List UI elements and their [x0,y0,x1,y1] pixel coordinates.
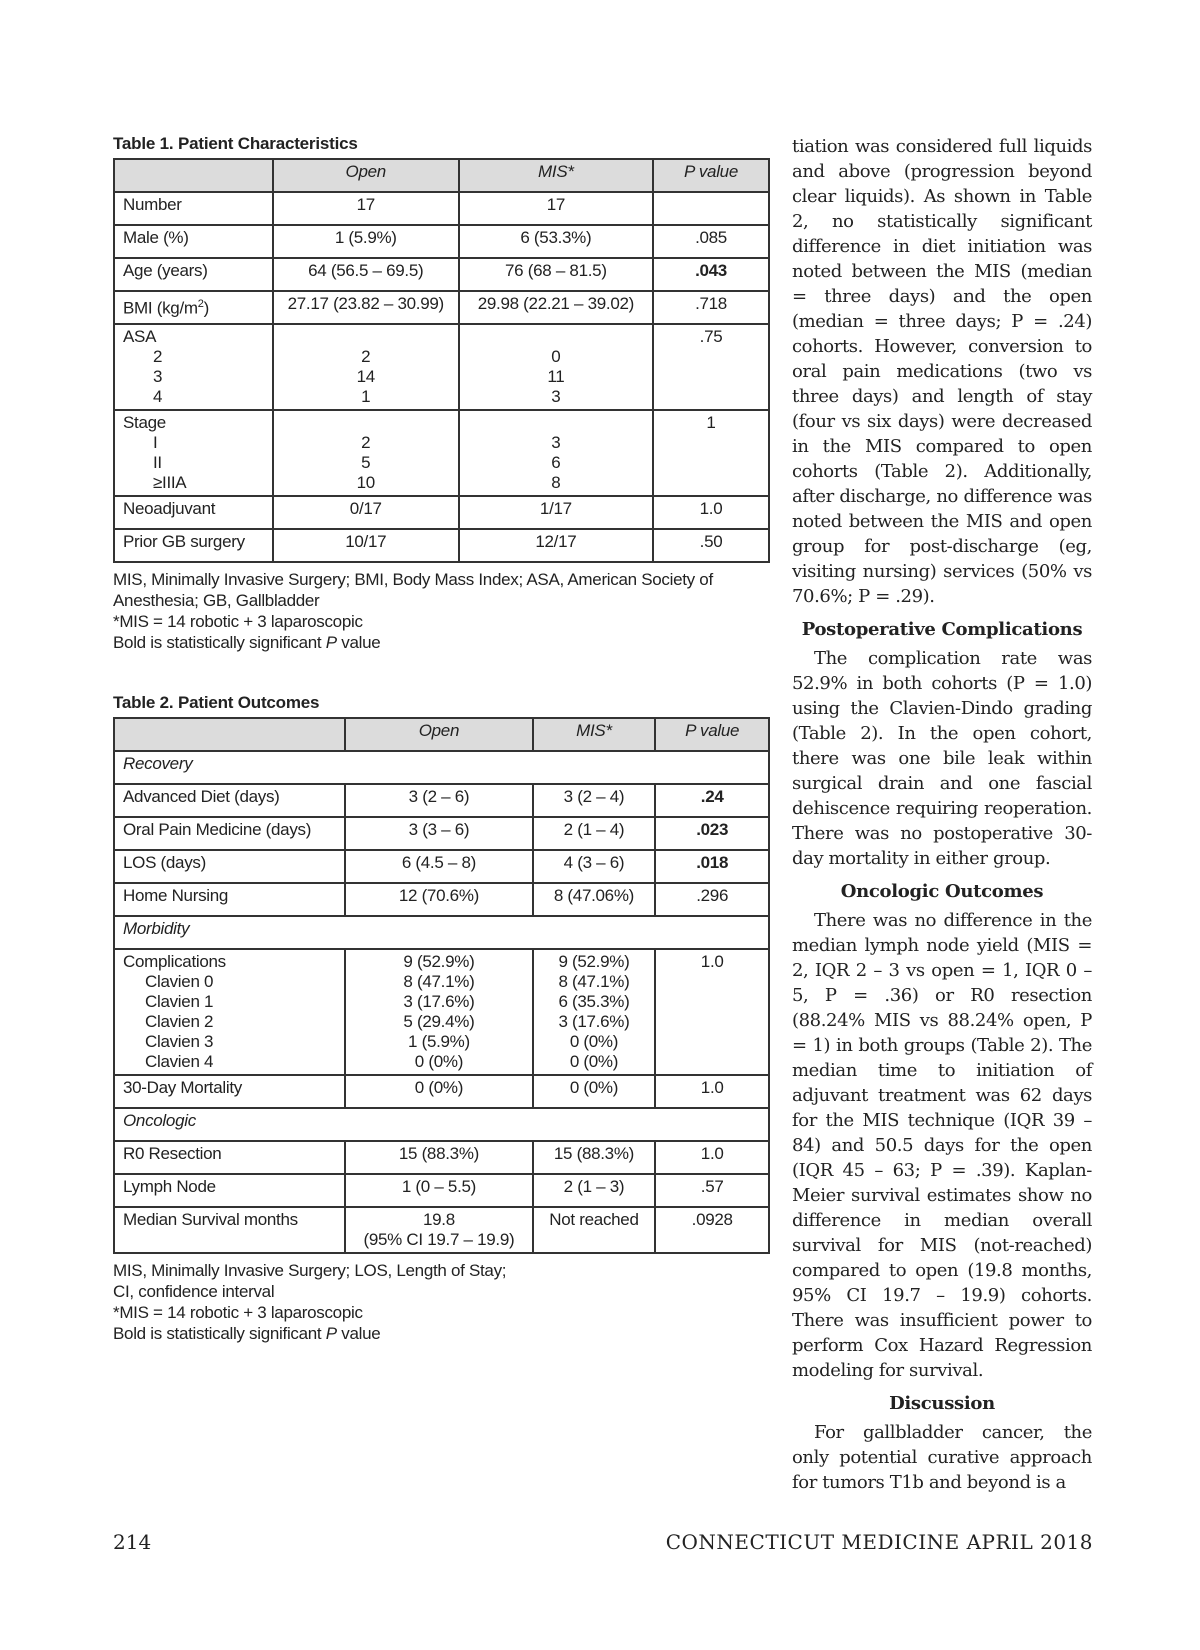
asa-sub-label: 3 [153,367,163,386]
row-label: Advanced Diet (days) [114,784,345,817]
section-row-oncologic [114,1108,769,1141]
row-label [114,949,345,1075]
header-open: Open [345,718,532,751]
table1-header-row [114,159,769,192]
section-label: Oncologic [114,1108,769,1141]
asa-open: 2 [361,347,371,366]
cell-mis: 15 (88.3%) [533,1141,656,1174]
asa-sub-label: 4 [153,387,163,406]
table1-note: MIS, Minimally Invasive Surgery; BMI, Body Mass Index; ASA, American Society of Anesthesia; GB, Gallbladder [113,570,713,610]
table1-note-bold [113,632,770,653]
table-row [114,883,769,916]
cell-mis: 29.98 (22.21 – 39.02) [459,291,653,324]
table1 [113,158,770,563]
cell-open: 0 (0%) [345,1075,532,1108]
note-text: Bold is statistically significant [113,1324,326,1343]
table1-caption: Table 1. Patient Characteristics [113,134,358,153]
row-label: Prior GB surgery [114,529,273,562]
stage-sub-label: ≥IIIA [153,473,187,492]
section-label: Recovery [114,751,769,784]
cell-p: 1.0 [655,1141,769,1174]
section-heading: Oncologic Outcomes [840,881,1044,902]
note-text: value [336,1324,381,1343]
table-row [114,291,769,324]
section-heading: Postoperative Complications [801,619,1083,640]
stage-mis: 6 [551,453,561,472]
clavien-label: Clavien 0 [145,972,214,991]
asa-label: ASA [123,327,157,346]
cell-mis: 2 (1 – 3) [533,1174,656,1207]
cell-open: 0/17 [273,496,459,529]
stage-sub-label: I [153,433,158,452]
row-label: LOS (days) [114,850,345,883]
clavien-label: Clavien 1 [145,992,214,1011]
journal-title: CONNECTICUT MEDICINE APRIL 2018 [665,1530,1093,1554]
cell-open: 3 (3 – 6) [345,817,532,850]
table2-note: CI, confidence interval [113,1282,275,1301]
header-blank [114,718,345,751]
stage-mis: 3 [551,433,561,452]
cell-p [653,192,769,225]
cell-open: 12 (70.6%) [345,883,532,916]
cell-p: .018 [655,850,769,883]
clavien-label: Clavien 3 [145,1032,214,1051]
row-label: Median Survival months [114,1207,345,1253]
clavien-mis: 3 (17.6%) [558,1012,630,1031]
page-number: 214 [113,1530,152,1554]
row-label: Age (years) [114,258,273,291]
row-label: Neoadjuvant [114,496,273,529]
note-p: P [325,633,337,652]
cell-mis: 1/17 [459,496,653,529]
row-label: Male (%) [114,225,273,258]
cell-mis: 0 (0%) [533,1075,656,1108]
bmi-superscript: 2 [197,298,204,310]
body-paragraph: For gallbladder cancer, the only potential curative approach for tumors T1b and beyond is a [792,1422,1092,1493]
bmi-label: BMI (kg/m [123,298,198,318]
cell-mis [533,949,656,1075]
body-paragraph: tiation was considered full liquids and above (progression beyond clear liquids). As shown in Table 2, no statistically significant difference in diet initiation was noted between the MIS (median = three days) and the open (median = three days; P = .24) cohorts. However, conversion to oral pain medications (two vs three days) and length of stay (four vs six days) were decreased in the MIS compared to open cohorts (Table 2). Additionally, after discharge, no difference was noted between the MIS and open group for post-discharge (eg, visiting nursing) services (50% vs 70.6%; P = .29). [792,136,1092,607]
cell-mis: 6 (53.3%) [459,225,653,258]
stage-sub-label: II [153,453,162,472]
table2 [113,717,770,1254]
table-row [114,192,769,225]
left-column [113,134,770,1344]
clavien-open: 8 (47.1%) [403,972,475,991]
table2-note: MIS, Minimally Invasive Surgery; LOS, Length of Stay; [113,1261,507,1280]
cell-p: .75 [653,324,769,410]
table-row-asa [114,324,769,410]
header-p-value: P value [653,159,769,192]
body-paragraph: The complication rate was 52.9% in both cohorts (P = 1.0) using the Clavien-Dindo grading (Table 2). In the open cohort, there was one bile leak within surgical drain and one fascial dehiscence requiring reoperation. There was no postoperative 30-day mortality in either group. [792,648,1092,869]
row-label: R0 Resection [114,1141,345,1174]
stage-open: 2 [361,433,371,452]
table-row [114,817,769,850]
table1-notes [113,569,770,653]
complications-label: Complications [123,952,226,971]
section-heading: Discussion [889,1393,995,1414]
note-text: value [336,633,381,652]
cell-open: 1 (5.9%) [273,225,459,258]
asa-mis: 0 [551,347,561,366]
cell-open [273,410,459,496]
header-p-value: P value [655,718,769,751]
section-row-recovery [114,751,769,784]
clavien-mis: 0 (0%) [569,1052,619,1071]
table-row [114,225,769,258]
section-label: Morbidity [114,916,769,949]
table-row [114,496,769,529]
cell-mis [459,410,653,496]
table-row-stage [114,410,769,496]
cell-mis: 76 (68 – 81.5) [459,258,653,291]
cell-open: 10/17 [273,529,459,562]
cell-mis: Not reached [533,1207,656,1253]
complications-open: 9 (52.9%) [403,952,475,971]
cell-open: 17 [273,192,459,225]
right-column [792,134,1092,1495]
clavien-open: 1 (5.9%) [408,1032,470,1051]
cell-p: 1.0 [653,496,769,529]
note-p: P [325,1324,337,1343]
asa-mis: 11 [547,367,565,386]
cell-p: 1 [653,410,769,496]
table-row [114,1075,769,1108]
cell-mis: 12/17 [459,529,653,562]
table-row [114,1141,769,1174]
asa-sub-label: 2 [153,347,163,366]
clavien-open: 0 (0%) [414,1052,464,1071]
cell-open: 15 (88.3%) [345,1141,532,1174]
row-label: Lymph Node [114,1174,345,1207]
table-row-complications [114,949,769,1075]
cell-open: 64 (56.5 – 69.5) [273,258,459,291]
table2-note: *MIS = 14 robotic + 3 laparoscopic [113,1303,363,1322]
asa-mis: 3 [551,387,561,406]
table2-header-row [114,718,769,751]
table-row-survival [114,1207,769,1253]
section-row-morbidity [114,916,769,949]
clavien-mis: 6 (35.3%) [558,992,630,1011]
cell-mis: 17 [459,192,653,225]
clavien-label: Clavien 4 [145,1052,214,1071]
cell-open [345,949,532,1075]
stage-open: 5 [361,453,371,472]
table-row [114,850,769,883]
cell-open: 1 (0 – 5.5) [345,1174,532,1207]
table2-caption: Table 2. Patient Outcomes [113,693,320,712]
row-label [114,324,273,410]
cell-mis: 4 (3 – 6) [533,850,656,883]
cell-p: .24 [655,784,769,817]
cell-p: .50 [653,529,769,562]
cell-p: .085 [653,225,769,258]
cell-p: 1.0 [655,949,769,1075]
stage-open: 10 [356,473,375,492]
cell-p: .043 [653,258,769,291]
table-row [114,1174,769,1207]
note-text: Bold is statistically significant [113,633,326,652]
survival-open-ci: (95% CI 19.7 – 19.9) [363,1230,515,1249]
row-label [114,291,273,324]
table-row [114,784,769,817]
complications-mis: 9 (52.9%) [558,952,630,971]
cell-mis: 2 (1 – 4) [533,817,656,850]
header-mis: MIS* [459,159,653,192]
cell-open: 3 (2 – 6) [345,784,532,817]
clavien-mis: 8 (47.1%) [558,972,630,991]
row-label [114,410,273,496]
cell-open: 27.17 (23.82 – 30.99) [273,291,459,324]
clavien-open: 5 (29.4%) [403,1012,475,1031]
table-row [114,529,769,562]
cell-mis: 8 (47.06%) [533,883,656,916]
bmi-label-end: ) [203,298,209,318]
header-blank [114,159,273,192]
asa-open: 1 [361,387,371,406]
cell-p: .296 [655,883,769,916]
cell-open [273,324,459,410]
cell-open [345,1207,532,1253]
cell-p: .023 [655,817,769,850]
asa-open: 14 [356,367,375,386]
cell-p: 1.0 [655,1075,769,1108]
table1-note: *MIS = 14 robotic + 3 laparoscopic [113,612,363,631]
header-open: Open [273,159,459,192]
body-paragraph: There was no difference in the median lymph node yield (MIS = 2, IQR 2 – 3 vs open = 1, IQR 0 – 5, P = .36) or R0 resection (88.24% MIS vs 88.24% open, P = 1) in both groups (Table 2). The median time to initiation of adjuvant treatment was 62 days for the MIS technique (IQR 39 – 84) and 50.5 days for the open (IQR 45 – 63; P = .39). Kaplan-Meier survival estimates show no difference in median overall survival for MIS (not-reached) compared to open (19.8 months, 95% CI 19.7 – 19.9) cohorts. There was insufficient power to perform Cox Hazard Regression modeling for survival. [792,910,1092,1381]
table-row [114,258,769,291]
row-label: Number [114,192,273,225]
cell-open: 6 (4.5 – 8) [345,850,532,883]
cell-p: .718 [653,291,769,324]
survival-open-value: 19.8 [422,1210,455,1229]
clavien-open: 3 (17.6%) [403,992,475,1011]
cell-p: .57 [655,1174,769,1207]
cell-mis [459,324,653,410]
table2-notes [113,1260,770,1344]
cell-p: .0928 [655,1207,769,1253]
table2-note-bold [113,1323,770,1344]
cell-mis: 3 (2 – 4) [533,784,656,817]
stage-label: Stage [123,413,166,432]
row-label: Home Nursing [114,883,345,916]
clavien-mis: 0 (0%) [569,1032,619,1051]
row-label: 30-Day Mortality [114,1075,345,1108]
clavien-label: Clavien 2 [145,1012,214,1031]
header-mis: MIS* [533,718,656,751]
stage-mis: 8 [551,473,561,492]
row-label: Oral Pain Medicine (days) [114,817,345,850]
